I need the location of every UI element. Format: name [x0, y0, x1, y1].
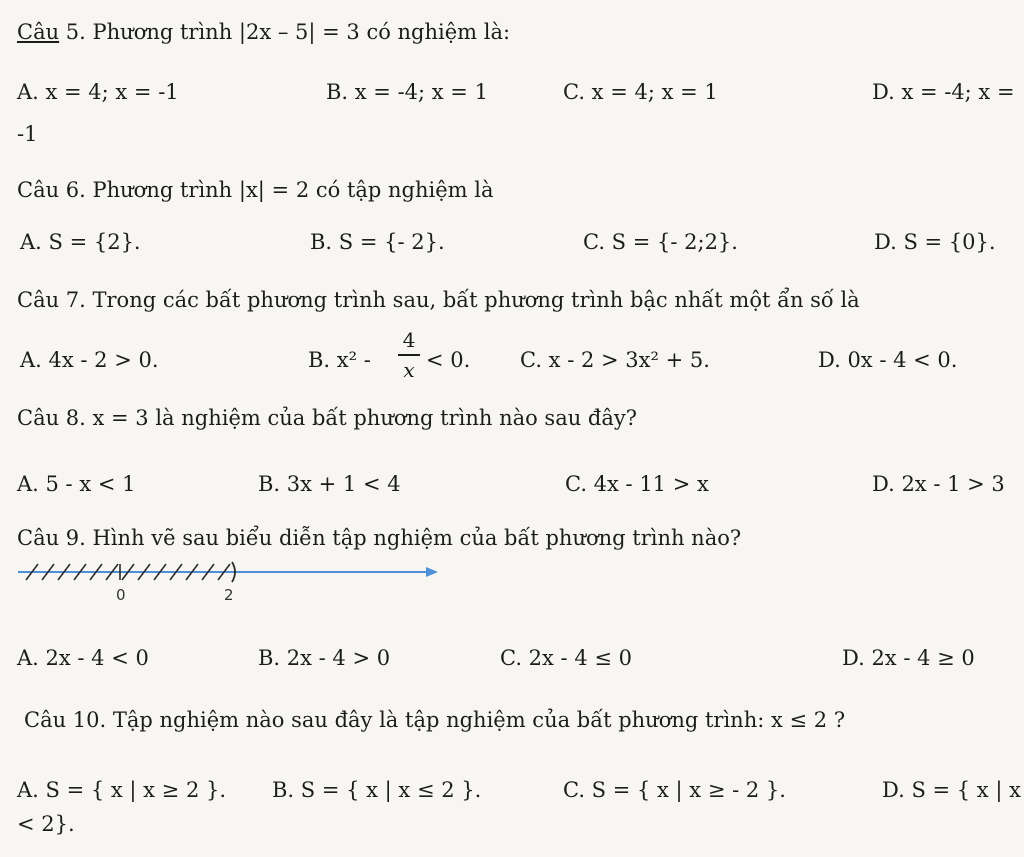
- number-line-arrow: [426, 567, 438, 577]
- q8-option-d: D. 2x - 1 > 3: [872, 472, 1005, 496]
- q7-option-b-fraction: [398, 328, 420, 382]
- q9-option-a: A. 2x - 4 < 0: [17, 646, 149, 670]
- q7-option-a: A. 4x - 2 > 0.: [20, 348, 159, 372]
- question-7-text: Câu 7. Trong các bất phương trình sau, bất phương trình bậc nhất một ẩn số là: [17, 288, 860, 312]
- question-5-title: [17, 22, 510, 43]
- q10-option-c: C. S = { x | x ≥ - 2 }.: [563, 778, 786, 802]
- q7-option-b-prefix: B. x² -: [308, 348, 371, 372]
- question-6-text: Câu 6. Phương trình |x| = 2 có tập nghiệm là: [17, 178, 494, 202]
- q8-option-a: A. 5 - x < 1: [17, 472, 136, 496]
- q10-option-d: D. S = { x | x: [882, 778, 1021, 802]
- q5-option-a: A. x = 4; x = -1: [17, 80, 179, 104]
- number-line-svg: [18, 556, 448, 606]
- q6-option-c: C. S = {- 2;2}.: [583, 230, 738, 254]
- q7-fraction-bar: [398, 354, 420, 356]
- tick-label-zero: 0: [116, 586, 126, 604]
- q10-option-b: B. S = { x | x ≤ 2 }.: [272, 778, 482, 802]
- q7-fraction-numerator: 4: [402, 328, 416, 352]
- q9-option-c: C. 2x - 4 ≤ 0: [500, 646, 632, 670]
- q9-option-b: B. 2x - 4 > 0: [258, 646, 391, 670]
- question-5-text: 5. Phương trình |2x – 5| = 3 có nghiệm là:: [59, 20, 511, 44]
- question-10-text: Câu 10. Tập nghiệm nào sau đây là tập nghiệm của bất phương trình: x ≤ 2 ?: [24, 708, 846, 732]
- q10-option-d-continued: < 2}.: [17, 812, 75, 836]
- number-line-figure: [18, 556, 448, 606]
- q6-option-d: D. S = {0}.: [874, 230, 996, 254]
- question-8-text: Câu 8. x = 3 là nghiệm của bất phương trình nào sau đây?: [17, 406, 638, 430]
- question-5-label: Câu: [17, 20, 60, 44]
- q8-option-b: B. 3x + 1 < 4: [258, 472, 401, 496]
- q5-option-b: B. x = -4; x = 1: [326, 80, 488, 104]
- q5-option-d: D. x = -4; x =: [872, 80, 1015, 104]
- q5-option-d-continued: -1: [17, 122, 38, 146]
- q7-option-b-suffix: < 0.: [426, 348, 471, 372]
- q10-option-a: A. S = { x | x ≥ 2 }.: [17, 778, 227, 802]
- q9-option-d: D. 2x - 4 ≥ 0: [842, 646, 975, 670]
- q5-option-c: C. x = 4; x = 1: [563, 80, 718, 104]
- question-9-text: Câu 9. Hình vẽ sau biểu diễn tập nghiệm của bất phương trình nào?: [17, 526, 742, 550]
- q6-option-b: B. S = {- 2}.: [310, 230, 445, 254]
- q6-option-a: A. S = {2}.: [20, 230, 141, 254]
- q7-option-b: [308, 350, 371, 371]
- q7-option-d: D. 0x - 4 < 0.: [818, 348, 958, 372]
- q7-fraction-denominator: x: [403, 358, 415, 382]
- q8-option-c: C. 4x - 11 > x: [565, 472, 709, 496]
- q7-option-c: C. x - 2 > 3x² + 5.: [520, 348, 710, 372]
- tick-label-two: 2: [224, 586, 234, 604]
